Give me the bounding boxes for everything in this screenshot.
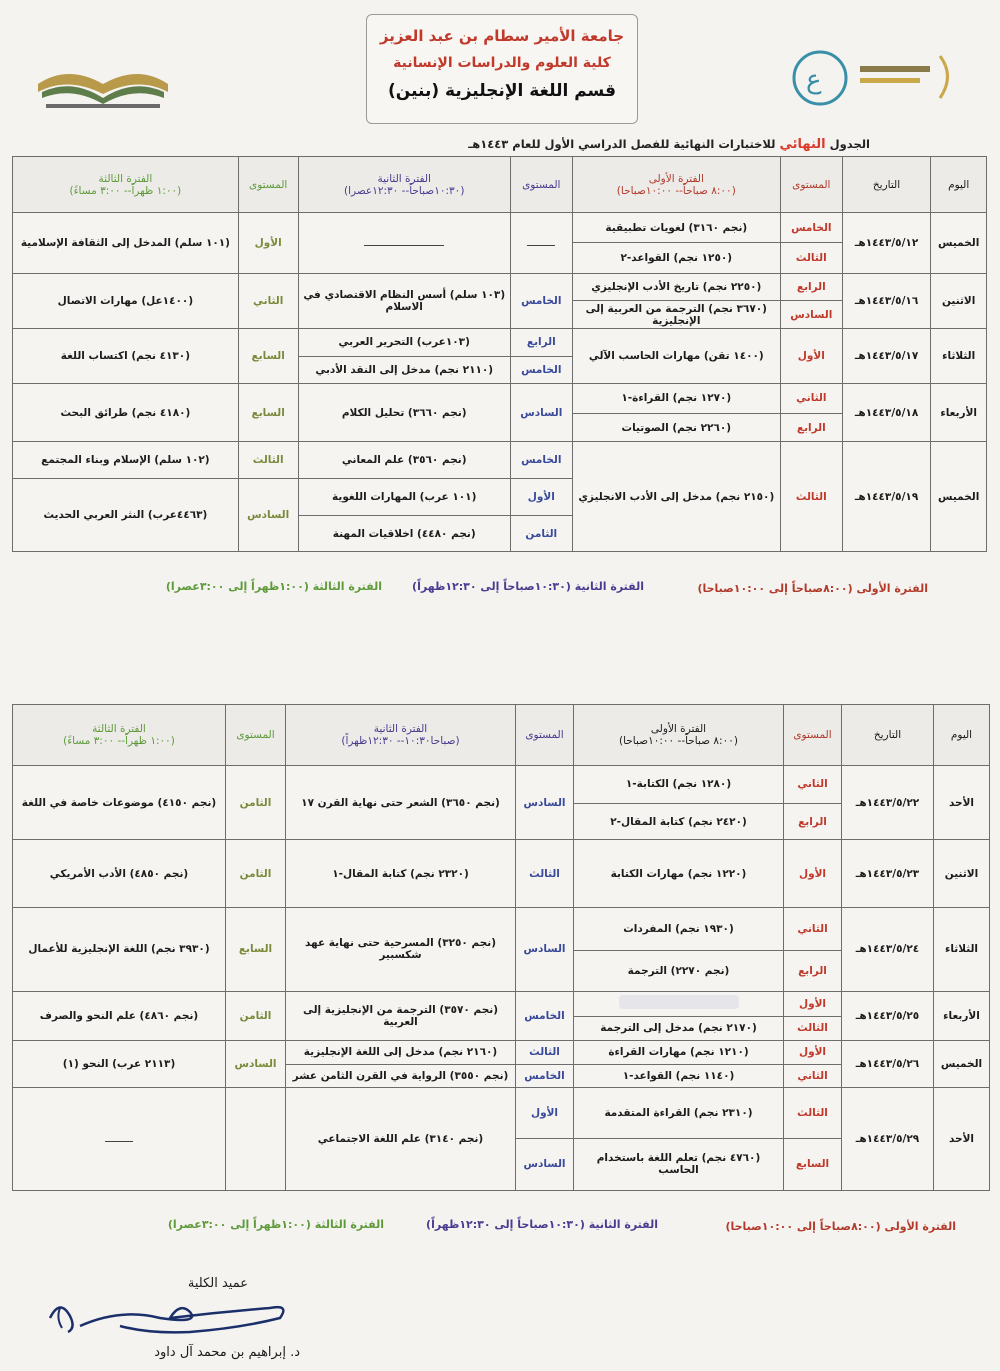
dean-title: عميد الكلية	[187, 1276, 248, 1291]
header-day: اليوم	[931, 157, 987, 213]
schedule-subtitle: الجدول النهائي للاختبارات النهائية للفصل الدراسي الأول للعام ١٤٤٣هـ	[468, 137, 870, 152]
legend-first-period: الفترة الأولى (٨:٠٠صباحاً إلى ١٠:٠٠صباحا)	[725, 1220, 956, 1233]
legend-third-period: الفترة الثالثة (١:٠٠ظهراً إلى ٣:٠٠عصرا)	[165, 580, 382, 593]
table-row: الأحد ١٤٤٣/٥/٢٩هـ الثالث (٢٣١٠ نجم) القراءة المتقدمة الأول (نجم ٣١٤٠) علم اللغة الاجتماعي	[13, 1087, 990, 1138]
header-level: المستوى	[516, 705, 574, 766]
header-second-period: الفترة الثانية (صباحا١٠:٣٠-- ١٢:٣٠ظهراً)	[286, 705, 516, 766]
table-row: الأحد ١٤٤٣/٥/٢٢هـ الثاني (١٢٨٠ نجم) الكتابة-١ السادس (نجم ٣٦٥٠) الشعر حتى نهاية القرن ١٧ الثامن (نجم ٤١٥٠) موضوعات خاصة في اللغة	[13, 766, 990, 804]
header-level: المستوى	[780, 157, 842, 213]
svg-text:ع: ع	[806, 65, 822, 95]
table-row: الثلاثاء ١٤٤٣/٥/١٧هـ الأول (١٤٠٠ تقن) مهارات الحاسب الآلي الرابع (١٠٣عرب) التحرير العربي السابع (٤١٣٠ نجم) اكتساب اللغة	[13, 328, 987, 356]
header-day: اليوم	[934, 705, 990, 766]
table-row: الثلاثاء ١٤٤٣/٥/٢٤هـ الثاني (١٩٣٠ نجم) المفردات السادس (نجم ٣٢٥٠) المسرحية حتى نهاية عهد شكسبير السابع (٣٩٣٠ نجم) اللغة الإنجليزية للأعمال	[13, 907, 990, 950]
university-logo	[28, 54, 178, 114]
header-first-period: الفترة الأولى (٨:٠٠ صباحاً-- ١٠:٠٠صباحا)	[574, 705, 784, 766]
header-level: المستوى	[238, 157, 298, 213]
dean-name: د. إبراهيم بن محمد آل داود	[154, 1345, 300, 1360]
schedule-table-1: اليوم التاريخ المستوى الفترة الأولى (٨:٠٠ صباحاً-- ١٠:٠٠صباحا) المستوى الفترة الثانية (١٠:٣٠صباحاً-- ١٢:٣٠عصرا) المستوى الفترة الثالثة (١:٠٠ ظهراً-- ٣:٠٠ مساءً) الخميس ١٤٤٣/٥/١٢هـ الخامس (نجم ٣١٦٠) لغويات تطبيقية الأول (١٠١ سلم) المدخل إلى الثقافة الإسلامية الثالث (١٢٥٠ نجم) القواعد-٢ الاثنين ١٤٤٣/٥/١٦هـ الرابع (٢٢٥٠ نجم) تاريخ الأدب الإنجليزي الخامس (١٠٣ سلم) أسس النظام الاقتصادي في الاسلام الثاني (١٤٠٠عل) مهارات الاتصال السادس (٣٦٧٠ نجم) الترجمة من العربية إلى الإنجليزية الثلاثاء ١٤٤٣/٥/١٧هـ الأول (١٤٠٠ تقن) مهارات الحاسب الآلي الرابع (١٠٣عرب) التحرير العربي السابع (٤١٣٠ نجم) اكتساب اللغة الخامس (٢١١٠ نجم) مدخل إلى النقد الأدبي الأربعاء ١٤٤٣/٥/١٨هـ الثاني (١٢٧٠ نجم) القراءة-١ السادس (نجم ٣٦٦٠) تحليل الكلام السابع (٤١٨٠ نجم) طرائق البحث الرابع (٢٢٦٠ نجم) الصوتيات الخميس ١٤٤٣/٥/١٩هـ الثالث (٢١٥٠ نجم) مدخل إلى الأدب الانجليزي الخامس (نجم ٣٥٦٠) علم المعاني الثالث (١٠٢ سلم) الإسلام وبناء المجتمع الأول (١٠١ عرب) المهارات اللغوية السادس (٤٤٦٣عرب) النثر العربي الحديث الثامن (نجم ٤٤٨٠) اخلاقيات المهنة	[12, 156, 987, 552]
table-row: الاثنين ١٤٤٣/٥/١٦هـ الرابع (٢٢٥٠ نجم) تاريخ الأدب الإنجليزي الخامس (١٠٣ سلم) أسس النظام الاقتصادي في الاسلام الثاني (١٤٠٠عل) مهارات الاتصال	[13, 273, 987, 301]
header-first-period: الفترة الأولى (٨:٠٠ صباحاً-- ١٠:٠٠صباحا)	[572, 157, 780, 213]
dean-signature	[40, 1288, 300, 1348]
table-row: الأربعاء ١٤٤٣/٥/٢٥هـ الأول الخامس (نجم ٣٥٧٠) الترجمة من الإنجليزية إلى العربية الثامن (نجم ٤٨٦٠) علم النحو والصرف	[13, 992, 990, 1016]
legend-third-period: الفترة الثالثة (١:٠٠ظهراً إلى ٣:٠٠عصرا)	[167, 1218, 384, 1231]
legend-second-period: الفترة الثانية (١٠:٣٠صباحاً إلى ١٢:٣٠ظهراً)	[426, 1218, 658, 1231]
table-row: الخميس ١٤٤٣/٥/١٢هـ الخامس (نجم ٣١٦٠) لغويات تطبيقية الأول (١٠١ سلم) المدخل إلى الثقافة الإسلامية	[13, 213, 987, 243]
department-name: قسم اللغة الإنجليزية (بنين)	[388, 81, 616, 101]
table-row: الخميس ١٤٤٣/٥/٢٦هـ الأول (١٢١٠ نجم) مهارات القراءة الثالث (٢١٦٠ نجم) مدخل إلى اللغة الإنجليزية السادس (٢١١٣ عرب) النحو (١)	[13, 1041, 990, 1064]
header-level: المستوى	[226, 705, 286, 766]
college-logo	[790, 36, 965, 116]
title-box	[366, 14, 638, 124]
header-third-period: الفترة الثالثة (١:٠٠ ظهراً-- ٣:٠٠ مساءً)	[13, 705, 226, 766]
table-row: الخميس ١٤٤٣/٥/١٩هـ الثالث (٢١٥٠ نجم) مدخل إلى الأدب الانجليزي الخامس (نجم ٣٥٦٠) علم المعاني الثالث (١٠٢ سلم) الإسلام وبناء المجتمع	[13, 442, 987, 479]
legend-first-period: الفترة الأولى (٨:٠٠صباحاً إلى ١٠:٠٠صباحا)	[697, 582, 928, 595]
table-row: الاثنين ١٤٤٣/٥/٢٣هـ الأول (١٢٢٠ نجم) مهارات الكتابة الثالث (٢٣٢٠ نجم) كتابة المقال-١ الثامن (نجم ٤٨٥٠) الأدب الأمريكي	[13, 840, 990, 907]
schedule-table-2: اليوم التاريخ المستوى الفترة الأولى (٨:٠٠ صباحاً-- ١٠:٠٠صباحا) المستوى الفترة الثانية (صباحا١٠:٣٠-- ١٢:٣٠ظهراً) المستوى الفترة الثالثة (١:٠٠ ظهراً-- ٣:٠٠ مساءً) الأحد ١٤٤٣/٥/٢٢هـ الثاني (١٢٨٠ نجم) الكتابة-١ السادس (نجم ٣٦٥٠) الشعر حتى نهاية القرن ١٧ الثامن (نجم ٤١٥٠) موضوعات خاصة في اللغة الرابع (٢٤٢٠ نجم) كتابة المقال-٢ الاثنين ١٤٤٣/٥/٢٣هـ الأول (١٢٢٠ نجم) مهارات الكتابة الثالث (٢٣٢٠ نجم) كتابة المقال-١ الثامن (نجم ٤٨٥٠) الأدب الأمريكي الثلاثاء ١٤٤٣/٥/٢٤هـ الثاني (١٩٣٠ نجم) المفردات السادس (نجم ٣٢٥٠) المسرحية حتى نهاية عهد شكسبير السابع (٣٩٣٠ نجم) اللغة الإنجليزية للأعمال الرابع (نجم ٢٢٧٠) الترجمة الأربعاء ١٤٤٣/٥/٢٥هـ الأول الخامس (نجم ٣٥٧٠) الترجمة من الإنجليزية إلى العربية الثامن (نجم ٤٨٦٠) علم النحو والصرف الثالث (٢١٧٠ نجم) مدخل إلى الترجمة الخميس ١٤٤٣/٥/٢٦هـ الأول (١٢١٠ نجم) مهارات القراءة الثالث (٢١٦٠ نجم) مدخل إلى اللغة الإنجليزية السادس (٢١١٣ عرب) النحو (١) الثاني (١١٤٠ نجم) القواعد-١ الخامس (نجم ٣٥٥٠) الرواية في القرن الثامن عشر الأحد ١٤٤٣/٥/٢٩هـ الثالث (٢٣١٠ نجم) القراءة المتقدمة الأول (نجم ٣١٤٠) علم اللغة الاجتماعي السابع (٤٧٦٠ نجم) تعلم اللغة باستخدام الحاسب السادس	[12, 704, 990, 1191]
header-level: المستوى	[784, 705, 842, 766]
header-date: التاريخ	[842, 705, 934, 766]
header-third-period: الفترة الثالثة (١:٠٠ ظهراً-- ٣:٠٠ مساءً)	[13, 157, 239, 213]
university-name: جامعة الأمير سطام بن عبد العزيز	[379, 27, 625, 45]
legend-second-period: الفترة الثانية (١٠:٣٠صباحاً إلى ١٢:٣٠ظهراً)	[412, 580, 644, 593]
header-second-period: الفترة الثانية (١٠:٣٠صباحاً-- ١٢:٣٠عصرا)	[298, 157, 510, 213]
redacted-text	[619, 995, 739, 1009]
header-date: التاريخ	[842, 157, 931, 213]
college-name: كلية العلوم والدراسات الإنسانية	[393, 55, 611, 71]
header-level: المستوى	[510, 157, 572, 213]
table-row: الأربعاء ١٤٤٣/٥/١٨هـ الثاني (١٢٧٠ نجم) القراءة-١ السادس (نجم ٣٦٦٠) تحليل الكلام السابع (٤١٨٠ نجم) طرائق البحث	[13, 384, 987, 414]
